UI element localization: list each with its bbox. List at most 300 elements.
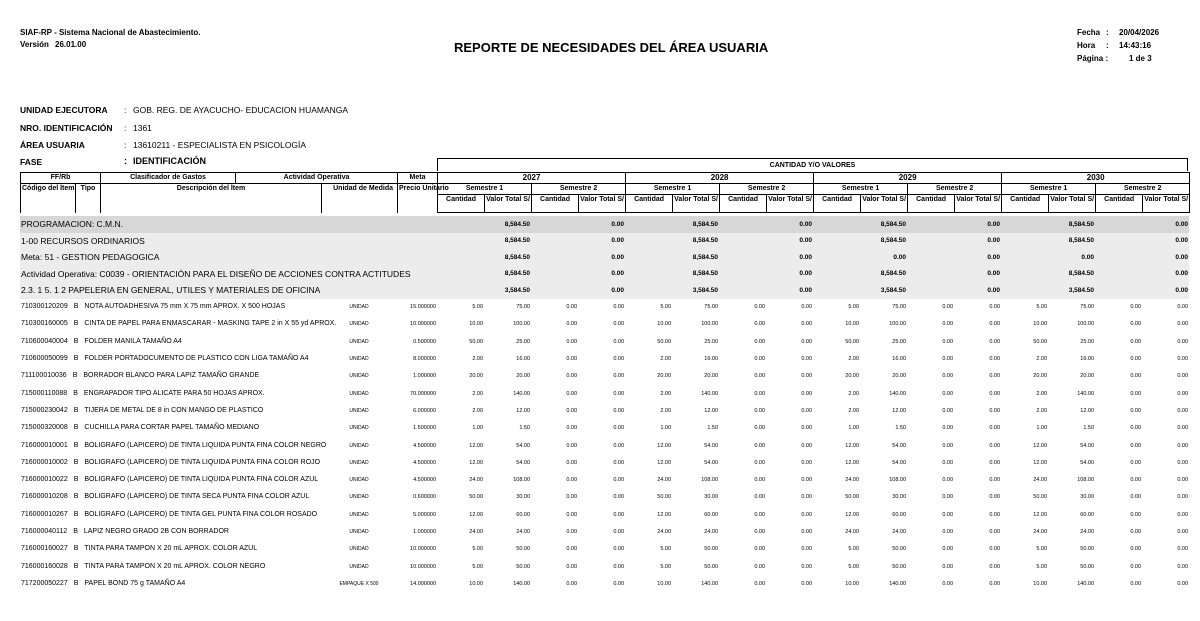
item-description: BOLIGRAFO (LAPICERO) DE TINTA LIQUIDA PUNTA FINA COLOR NEGRO: [84, 441, 327, 449]
summary-spacer: [625, 266, 672, 283]
fase-value: IDENTIFICACIÓN: [133, 156, 206, 166]
item-total-s1: 24.00: [1080, 529, 1095, 535]
item-total-s2: 0.00: [613, 356, 625, 363]
valor-total-header: Valor Total S/: [673, 195, 720, 213]
item-total-s2: 0.00: [801, 477, 813, 484]
item-qty-s1: 5.00: [472, 546, 484, 553]
item-total-s1: 75.00: [516, 304, 531, 311]
item-qty-s2: 0.00: [1130, 338, 1142, 345]
item-total-s2: 0.00: [1177, 356, 1189, 363]
summary-value: 0.00: [611, 286, 625, 294]
item-qty-s2: 0.00: [754, 407, 766, 414]
ffrb-header: FF/Rb: [21, 173, 101, 184]
summary-value: 0.00: [1175, 237, 1189, 245]
item-total-s2: 0.00: [801, 563, 813, 570]
item-total-s2: 0.00: [989, 390, 1001, 397]
table-row: [20, 333, 1189, 350]
item-qty-s1: 24.00: [469, 529, 484, 535]
item-price: 10.000000: [410, 563, 437, 570]
item-total-s1: 50.00: [704, 546, 719, 553]
sem2-2027: Semestre 2: [532, 184, 626, 195]
item-total-s2: 0.00: [613, 321, 625, 328]
summary-value: 8,584.50: [692, 270, 719, 278]
item-qty-s1: 5.00: [472, 304, 484, 311]
item-tipo: B: [73, 528, 78, 535]
summary-row: [20, 233, 1189, 250]
item-qty-s1: 2.00: [848, 390, 860, 397]
sem1-2028: Semestre 1: [626, 184, 720, 195]
item-total-s2: 0.00: [1177, 529, 1189, 535]
item-qty-s2: 0.00: [566, 304, 578, 311]
cantidad-header: Cantidad: [908, 195, 955, 213]
item-qty-s1: 2.00: [1036, 356, 1048, 363]
item-total-s1: 20.00: [892, 373, 907, 380]
item-total-s2: 0.00: [989, 529, 1001, 535]
item-price: 1.000000: [413, 373, 437, 380]
item-description-cell: [20, 350, 321, 367]
summary-value: 8,584.50: [504, 220, 531, 228]
item-qty-s2: 0.00: [942, 373, 954, 380]
table-row: [20, 489, 1189, 506]
item-code: 711100010036: [21, 372, 67, 380]
summary-value: 0.00: [799, 220, 813, 228]
item-total-s2: 0.00: [1177, 321, 1189, 328]
item-description: PAPEL BOND 75 g TAMAÑO A4: [84, 579, 186, 587]
item-total-s2: 0.00: [1177, 390, 1189, 397]
item-price: 4.500000: [413, 459, 437, 466]
item-total-s2: 0.00: [801, 529, 813, 535]
item-total-s2: 0.00: [1177, 511, 1189, 518]
item-total-s2: 0.00: [801, 494, 813, 501]
item-tipo: B: [73, 406, 79, 414]
item-tipo: B: [73, 476, 79, 484]
item-qty-s2: 0.00: [1130, 356, 1142, 363]
item-total-s2: 0.00: [989, 425, 1001, 432]
item-qty-s1: 1.00: [1036, 425, 1048, 432]
summary-spacer: [437, 233, 484, 250]
nro-identificacion-value: 1361: [133, 123, 152, 133]
item-tipo: B: [73, 493, 79, 501]
item-qty-s2: 0.00: [942, 459, 954, 466]
item-qty-s2: 0.00: [566, 338, 578, 345]
item-total-s1: 12.00: [1080, 407, 1095, 414]
summary-value: 8,584.50: [692, 253, 719, 261]
item-total-s1: 16.00: [704, 356, 719, 363]
item-code: 710300120209: [21, 303, 68, 311]
item-qty-s1: 12.00: [657, 442, 672, 449]
item-total-s1: 140.00: [1077, 580, 1095, 587]
item-total-s1: 20.00: [516, 373, 531, 380]
item-total-s2: 0.00: [613, 407, 625, 414]
summary-spacer: [719, 233, 766, 250]
item-description-cell: [20, 523, 321, 540]
item-qty-s2: 0.00: [942, 407, 954, 414]
pagina-label: Página :: [1077, 54, 1109, 63]
item-total-s2: 0.00: [801, 338, 813, 345]
descripcion-header: Descripción del Ítem: [101, 184, 322, 213]
cantidad-header: Cantidad: [720, 195, 767, 213]
item-total-s1: 50.00: [516, 546, 531, 553]
item-description-cell: [20, 437, 327, 454]
summary-spacer: [1095, 282, 1142, 299]
item-qty-s1: 2.00: [660, 390, 672, 397]
item-total-s2: 0.00: [1177, 304, 1189, 311]
summary-spacer: [625, 282, 672, 299]
summary-value: 8,584.50: [1068, 237, 1095, 245]
item-qty-s1: 10.00: [845, 321, 860, 328]
item-total-s1: 12.00: [516, 407, 531, 414]
item-qty-s2: 0.00: [754, 563, 766, 570]
item-total-s1: 140.00: [513, 580, 531, 587]
summary-spacer: [437, 249, 484, 266]
item-qty-s1: 2.00: [472, 390, 484, 397]
item-total-s1: 20.00: [1080, 373, 1095, 380]
item-description-cell: [20, 333, 321, 350]
item-qty-s2: 0.00: [1130, 546, 1142, 553]
item-total-s2: 0.00: [1177, 580, 1189, 587]
summary-value: 0.00: [987, 237, 1001, 245]
item-total-s1: 16.00: [516, 356, 531, 363]
summary-value: 8,584.50: [880, 270, 907, 278]
item-total-s2: 0.00: [1177, 338, 1189, 345]
item-qty-s2: 0.00: [1130, 477, 1142, 484]
item-total-s1: 75.00: [704, 304, 719, 311]
item-total-s1: 54.00: [516, 442, 531, 449]
item-qty-s1: 20.00: [657, 373, 672, 380]
summary-value: 0.00: [799, 253, 813, 261]
item-total-s1: 1.50: [1083, 425, 1095, 432]
item-description: TIJERA DE METAL DE 8 in CON MANGO DE PLASTICO: [84, 406, 264, 414]
summary-value: 0.00: [611, 253, 625, 261]
item-unit: UNIDAD: [349, 338, 369, 345]
item-qty-s1: 50.00: [845, 494, 860, 501]
item-total-s1: 140.00: [701, 580, 719, 587]
item-total-s1: 108.00: [701, 477, 719, 484]
summary-spacer: [719, 216, 766, 233]
item-qty-s2: 0.00: [1130, 304, 1142, 311]
item-qty-s2: 0.00: [754, 321, 766, 328]
item-qty-s1: 1.00: [660, 425, 672, 432]
item-qty-s2: 0.00: [566, 511, 578, 518]
hora-label: Hora: [1077, 41, 1096, 50]
item-qty-s2: 0.00: [566, 356, 578, 363]
summary-value: 0.00: [799, 270, 813, 278]
unidad-header: Unidad de Medida: [322, 184, 398, 213]
item-qty-s2: 0.00: [942, 529, 954, 535]
item-total-s1: 54.00: [1080, 459, 1095, 466]
item-total-s2: 0.00: [801, 304, 813, 311]
item-total-s1: 140.00: [889, 390, 907, 397]
item-total-s1: 100.00: [701, 321, 719, 328]
item-code: 716000010267: [21, 510, 68, 518]
summary-value: 3,584.50: [880, 286, 907, 294]
item-qty-s2: 0.00: [754, 338, 766, 345]
summary-spacer: [531, 266, 578, 283]
summary-value: 8,584.50: [504, 253, 531, 261]
item-total-s1: 24.00: [516, 529, 531, 535]
item-unit: UNIDAD: [349, 477, 369, 484]
summary-value: 0.00: [987, 286, 1001, 294]
cantidad-header: Cantidad: [1002, 195, 1049, 213]
item-total-s1: 16.00: [892, 356, 907, 363]
item-qty-s2: 0.00: [942, 321, 954, 328]
item-total-s2: 0.00: [613, 580, 625, 587]
item-total-s1: 108.00: [1077, 477, 1095, 484]
summary-value: 0.00: [987, 220, 1001, 228]
item-qty-s2: 0.00: [754, 477, 766, 484]
nro-identificacion-label: NRO. IDENTIFICACIÓN: [20, 123, 113, 133]
item-description-cell: [20, 299, 321, 316]
item-qty-s2: 0.00: [754, 304, 766, 311]
item-total-s2: 0.00: [801, 425, 813, 432]
item-qty-s2: 0.00: [942, 304, 954, 311]
item-description-cell: [20, 471, 321, 488]
summary-value: 0.00: [799, 237, 813, 245]
summary-row-label: 1-00 RECURSOS ORDINARIOS: [21, 235, 145, 246]
item-price: 6.000000: [413, 407, 437, 414]
summary-value: 0.00: [1175, 220, 1189, 228]
item-total-s1: 54.00: [1080, 442, 1095, 449]
item-description: BORRADOR BLANCO PARA LAPIZ TAMAÑO GRANDE: [83, 372, 260, 380]
summary-spacer: [1095, 249, 1142, 266]
valor-total-header: Valor Total S/: [1049, 195, 1096, 213]
item-tipo: B: [73, 441, 79, 449]
item-qty-s1: 1.00: [472, 425, 484, 432]
item-qty-s2: 0.00: [1130, 442, 1142, 449]
item-total-s2: 0.00: [989, 477, 1001, 484]
item-total-s1: 75.00: [892, 304, 907, 311]
item-description: LAPIZ NEGRO GRADO 2B CON BORRADOR: [83, 528, 229, 535]
item-qty-s1: 20.00: [845, 373, 860, 380]
item-qty-s2: 0.00: [566, 494, 578, 501]
item-tipo: B: [72, 372, 78, 380]
item-qty-s1: 24.00: [845, 529, 860, 535]
item-tipo: B: [73, 510, 79, 518]
summary-row: [20, 266, 1189, 283]
item-code: 716000040112: [21, 528, 68, 535]
item-total-s2: 0.00: [801, 321, 813, 328]
item-total-s2: 0.00: [1177, 442, 1189, 449]
item-total-s2: 0.00: [989, 373, 1001, 380]
item-total-s1: 16.00: [1080, 356, 1095, 363]
unidad-ejecutora-label: UNIDAD EJECUTORA: [20, 105, 108, 115]
item-total-s1: 12.00: [704, 407, 719, 414]
hora-value: 14:43:16: [1119, 41, 1152, 50]
year-2030-header: 2030: [1002, 173, 1190, 184]
table-row: [20, 558, 1189, 575]
summary-row-label: 2.3. 1 5. 1 2 PAPELERIA EN GENERAL, UTILES Y MATERIALES DE OFICINA: [21, 285, 321, 296]
item-total-s1: 140.00: [889, 580, 907, 587]
item-total-s1: 30.00: [892, 494, 907, 501]
item-code: 716000010002: [21, 458, 68, 466]
summary-value: 0.00: [611, 237, 625, 245]
summary-value: 0.00: [893, 253, 907, 261]
item-qty-s1: 5.00: [1036, 563, 1048, 570]
item-total-s2: 0.00: [801, 356, 813, 363]
item-description: ENGRAPADOR TIPO ALICATE PARA 50 HOJAS APROX.: [83, 389, 265, 397]
summary-row: [20, 216, 1189, 233]
item-code: 715000230042: [21, 406, 68, 414]
item-qty-s1: 50.00: [657, 338, 672, 345]
item-qty-s1: 2.00: [660, 356, 672, 363]
summary-value: 8,584.50: [880, 220, 907, 228]
item-qty-s1: 5.00: [848, 546, 860, 553]
item-price: 5.000000: [413, 511, 437, 518]
summary-value: 3,584.50: [1068, 286, 1095, 294]
summary-spacer: [625, 233, 672, 250]
item-tipo: B: [73, 424, 79, 432]
item-total-s2: 0.00: [989, 338, 1001, 345]
summary-value: 0.00: [799, 286, 813, 294]
item-total-s1: 50.00: [704, 563, 719, 570]
summary-spacer: [437, 282, 484, 299]
item-unit: UNIDAD: [349, 407, 369, 414]
table-row: [20, 506, 1189, 523]
item-qty-s1: 2.00: [848, 407, 860, 414]
item-total-s1: 54.00: [892, 442, 907, 449]
item-qty-s1: 5.00: [660, 563, 672, 570]
item-total-s2: 0.00: [1177, 494, 1189, 501]
item-total-s2: 0.00: [613, 494, 625, 501]
item-qty-s2: 0.00: [754, 511, 766, 518]
item-unit: UNIDAD: [349, 459, 369, 466]
item-total-s2: 0.00: [613, 529, 625, 535]
item-unit: UNIDAD: [349, 529, 369, 535]
item-qty-s1: 50.00: [1033, 494, 1048, 501]
item-total-s2: 0.00: [613, 477, 625, 484]
item-qty-s2: 0.00: [566, 546, 578, 553]
item-total-s1: 50.00: [1080, 546, 1095, 553]
item-qty-s1: 12.00: [469, 459, 484, 466]
item-total-s1: 50.00: [1080, 563, 1095, 570]
table-row: [20, 402, 1189, 419]
item-description: BOLIGRAFO (LAPICERO) DE TINTA SECA PUNTA FINA COLOR AZUL: [84, 493, 310, 501]
item-total-s2: 0.00: [613, 563, 625, 570]
item-qty-s2: 0.00: [1130, 459, 1142, 466]
item-total-s1: 24.00: [704, 529, 719, 535]
summary-spacer: [813, 233, 860, 250]
item-total-s1: 140.00: [1077, 390, 1095, 397]
summary-spacer: [907, 282, 954, 299]
item-unit: UNIDAD: [349, 390, 369, 397]
table-row: [20, 385, 1189, 402]
item-total-s1: 60.00: [892, 511, 907, 518]
item-total-s1: 50.00: [892, 563, 907, 570]
item-total-s2: 0.00: [989, 407, 1001, 414]
item-code: 710300160005: [21, 320, 68, 328]
summary-row: [20, 249, 1189, 266]
item-qty-s1: 50.00: [469, 494, 484, 501]
summary-value: 8,584.50: [1068, 270, 1095, 278]
item-total-s2: 0.00: [613, 304, 625, 311]
item-total-s2: 0.00: [1177, 477, 1189, 484]
summary-value: 8,584.50: [504, 237, 531, 245]
item-total-s2: 0.00: [801, 459, 813, 466]
precio-header: Precio Unitario: [398, 184, 438, 213]
item-qty-s1: 1.00: [848, 425, 860, 432]
fase-label: FASE: [20, 157, 43, 167]
valor-total-header: Valor Total S/: [579, 195, 626, 213]
item-total-s1: 108.00: [889, 477, 907, 484]
item-total-s1: 100.00: [1077, 321, 1095, 328]
item-qty-s1: 2.00: [1036, 390, 1048, 397]
item-qty-s2: 0.00: [754, 356, 766, 363]
item-tipo: B: [73, 320, 79, 328]
item-tipo: B: [73, 545, 79, 553]
version-label: Versión: [20, 40, 49, 49]
item-total-s1: 50.00: [892, 546, 907, 553]
item-total-s1: 108.00: [513, 477, 531, 484]
summary-spacer: [813, 282, 860, 299]
item-code: 715000320008: [21, 424, 68, 432]
item-total-s1: 60.00: [516, 511, 531, 518]
item-description-cell: [20, 316, 337, 333]
item-description-cell: [20, 454, 321, 471]
item-total-s1: 25.00: [704, 338, 719, 345]
item-qty-s1: 10.00: [1033, 580, 1048, 587]
item-total-s2: 0.00: [1177, 425, 1189, 432]
summary-spacer: [1001, 249, 1048, 266]
item-description: BOLIGRAFO (LAPICERO) DE TINTA LIQUIDA PUNTA FINA COLOR ROJO: [84, 458, 321, 466]
table-row: [20, 299, 1189, 316]
item-qty-s1: 12.00: [845, 442, 860, 449]
item-total-s1: 100.00: [513, 321, 531, 328]
item-code: 716000010208: [21, 493, 68, 501]
sem1-2027: Semestre 1: [438, 184, 532, 195]
item-total-s2: 0.00: [801, 511, 813, 518]
item-total-s2: 0.00: [801, 373, 813, 380]
summary-spacer: [1001, 282, 1048, 299]
item-qty-s2: 0.00: [754, 442, 766, 449]
item-price: 10.000000: [410, 546, 437, 553]
item-qty-s2: 0.00: [1130, 563, 1142, 570]
table-row: [20, 316, 1189, 333]
item-qty-s2: 0.00: [942, 580, 954, 587]
summary-spacer: [1001, 266, 1048, 283]
item-qty-s2: 0.00: [1130, 373, 1142, 380]
sem1-2029: Semestre 1: [814, 184, 908, 195]
item-code: 716000160028: [21, 562, 68, 570]
item-description: BOLIGRAFO (LAPICERO) DE TINTA GEL PUNTA FINA COLOR ROSADO: [84, 510, 318, 518]
item-unit: UNIDAD: [349, 425, 369, 432]
summary-spacer: [907, 233, 954, 250]
item-qty-s2: 0.00: [566, 425, 578, 432]
item-qty-s1: 20.00: [469, 373, 484, 380]
item-qty-s2: 0.00: [754, 390, 766, 397]
item-tipo: B: [73, 562, 79, 570]
table-row: [20, 541, 1189, 558]
item-qty-s1: 5.00: [660, 304, 672, 311]
item-qty-s2: 0.00: [1130, 494, 1142, 501]
summary-row-label: PROGRAMACION: C.M.N.: [21, 219, 124, 230]
item-qty-s1: 50.00: [845, 338, 860, 345]
meta-header: Meta: [398, 173, 438, 184]
valor-total-header: Valor Total S/: [861, 195, 908, 213]
summary-value: 8,584.50: [1068, 220, 1095, 228]
item-description-cell: [20, 385, 321, 402]
cantidad-header: Cantidad: [438, 195, 485, 213]
item-total-s1: 25.00: [1080, 338, 1095, 345]
item-total-s2: 0.00: [989, 511, 1001, 518]
codigo-header: Código del Ítem: [21, 184, 76, 213]
item-code: 716000160027: [21, 545, 68, 553]
item-qty-s1: 12.00: [845, 511, 860, 518]
summary-value: 8,584.50: [692, 237, 719, 245]
item-tipo: B: [73, 337, 79, 345]
item-qty-s1: 12.00: [657, 459, 672, 466]
item-price: 70.000000: [410, 390, 437, 397]
item-unit: UNIDAD: [349, 494, 369, 501]
